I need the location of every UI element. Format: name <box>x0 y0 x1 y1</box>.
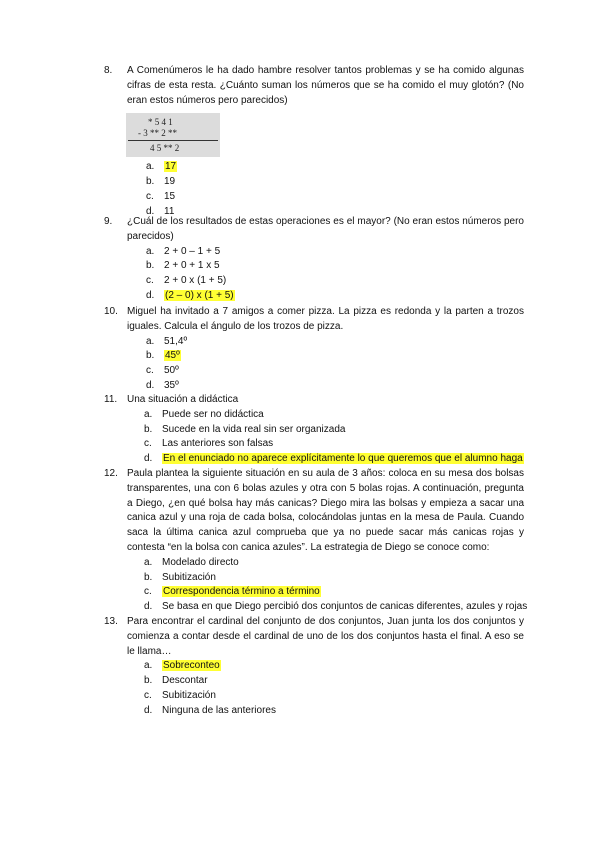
option-b[interactable]: b. Descontar <box>144 675 208 687</box>
question-number: 12. <box>104 468 118 479</box>
highlighted-answer: Sobreconteo <box>163 660 220 672</box>
option-b[interactable]: b. Sucede en la vida real sin ser organizada <box>144 423 346 435</box>
option-c[interactable]: c. 2 + 0 x (1 + 5) <box>146 275 227 287</box>
option-d[interactable]: d. 35º <box>146 379 179 391</box>
highlighted-answer: Correspondencia término a término <box>163 586 320 598</box>
question-number: 10. <box>104 306 118 317</box>
figure-rule <box>128 140 218 141</box>
question-13 <box>104 615 524 719</box>
option-c[interactable]: c. 50º <box>146 365 179 377</box>
option-d[interactable]: d. (2 – 0) x (1 + 5) <box>146 289 234 301</box>
question-text: Miguel ha invitado a 7 amigos a comer pizza. La pizza es redonda y la parten a trozos iguales. Calcula el ángulo de los trozos de pizza. <box>127 306 524 332</box>
option-d[interactable]: d. 11 <box>146 205 175 217</box>
options-list <box>146 245 524 304</box>
question-text: Para encontrar el cardinal del conjunto de dos conjuntos, Juan junta los dos conjuntos y comienza a contar desde el cardinal de uno de los dos conjuntos hasta el final. A eso se le llama… <box>127 616 524 657</box>
figure-row-2: - 3 ** 2 ** <box>138 128 177 138</box>
question-9 <box>104 215 524 304</box>
question-text: ¿Cuál de los resultados de estas operaciones es el mayor? (No eran estos números pero parecidos) <box>127 216 524 242</box>
option-b[interactable]: b. 45º <box>146 350 180 362</box>
option-a[interactable]: a. Modelado directo <box>144 556 239 568</box>
options-list <box>144 659 524 718</box>
question-11 <box>104 393 524 467</box>
question-number: 13. <box>104 616 118 627</box>
option-c[interactable]: c. Las anteriores son falsas <box>144 438 274 450</box>
options-list <box>144 556 528 615</box>
subtraction-figure <box>126 113 220 157</box>
question-text: Una situación a didáctica <box>127 394 239 405</box>
highlighted-answer: En el enunciado no aparece explícitamente lo que queremos que el alumno haga <box>163 453 523 465</box>
option-d[interactable]: d. Se basa en que Diego percibió dos conjuntos de canicas diferentes, azules y rojas <box>144 601 528 613</box>
option-c[interactable]: c. Correspondencia término a término <box>144 586 320 598</box>
question-number: 9. <box>104 216 113 227</box>
highlighted-answer: (2 – 0) x (1 + 5) <box>165 289 234 301</box>
option-d[interactable]: d. En el enunciado no aparece explícitamente lo que queremos que el alumno haga <box>144 453 523 465</box>
question-10 <box>104 305 524 394</box>
question-number: 8. <box>104 65 113 76</box>
options-list <box>144 408 524 467</box>
question-12 <box>104 467 528 615</box>
question-number: 11. <box>104 394 118 405</box>
option-a[interactable]: a. 17 <box>146 161 177 173</box>
option-d[interactable]: d. Ninguna de las anteriores <box>144 704 276 716</box>
highlighted-answer: 17 <box>165 161 177 173</box>
option-a[interactable]: a. 2 + 0 – 1 + 5 <box>146 245 221 257</box>
question-text: Paula plantea la siguiente situación en su aula de 3 años: coloca en su mesa dos bolsas transparentes, una con 6 bolas azules y otra con 5 bolas rojas. A continuación, pregunta a Diego, ¿en qué bolsa hay más canicas? Diego mira las bolsas y empieza a sacar una canica azul y una roja de cada bolsa, colocándolas juntas en la mesa de Paula. Cuando saca la última canica azul comprueba que ya no puede sacar más canicas rojas y contesta “en la bolsa con canica azules”. La estrategia de Diego se conoce como: <box>127 468 524 553</box>
question-text: A Comenúmeros le ha dado hambre resolver tantos problemas y se ha comido algunas cifras de esta resta. ¿Cuánto suman los números que se ha comido el muy glotón? (No eran estos números pero parecidos) <box>127 65 524 106</box>
option-a[interactable]: a. Puede ser no didáctica <box>144 408 264 420</box>
option-b[interactable]: b. 19 <box>146 176 176 188</box>
option-a[interactable]: a. Sobreconteo <box>144 660 220 672</box>
figure-row-3: 4 5 ** 2 <box>150 143 180 153</box>
option-a[interactable]: a. 51,4º <box>146 335 188 347</box>
highlighted-answer: 45º <box>165 350 180 362</box>
option-b[interactable]: b. 2 + 0 + 1 x 5 <box>146 260 220 272</box>
option-c[interactable]: c. Subitización <box>144 689 216 701</box>
options-list <box>146 335 524 394</box>
option-c[interactable]: c. 15 <box>146 190 176 202</box>
option-b[interactable]: b. Subitización <box>144 571 216 583</box>
figure-row-1: * 5 4 1 <box>148 117 173 127</box>
options-list <box>146 160 524 219</box>
